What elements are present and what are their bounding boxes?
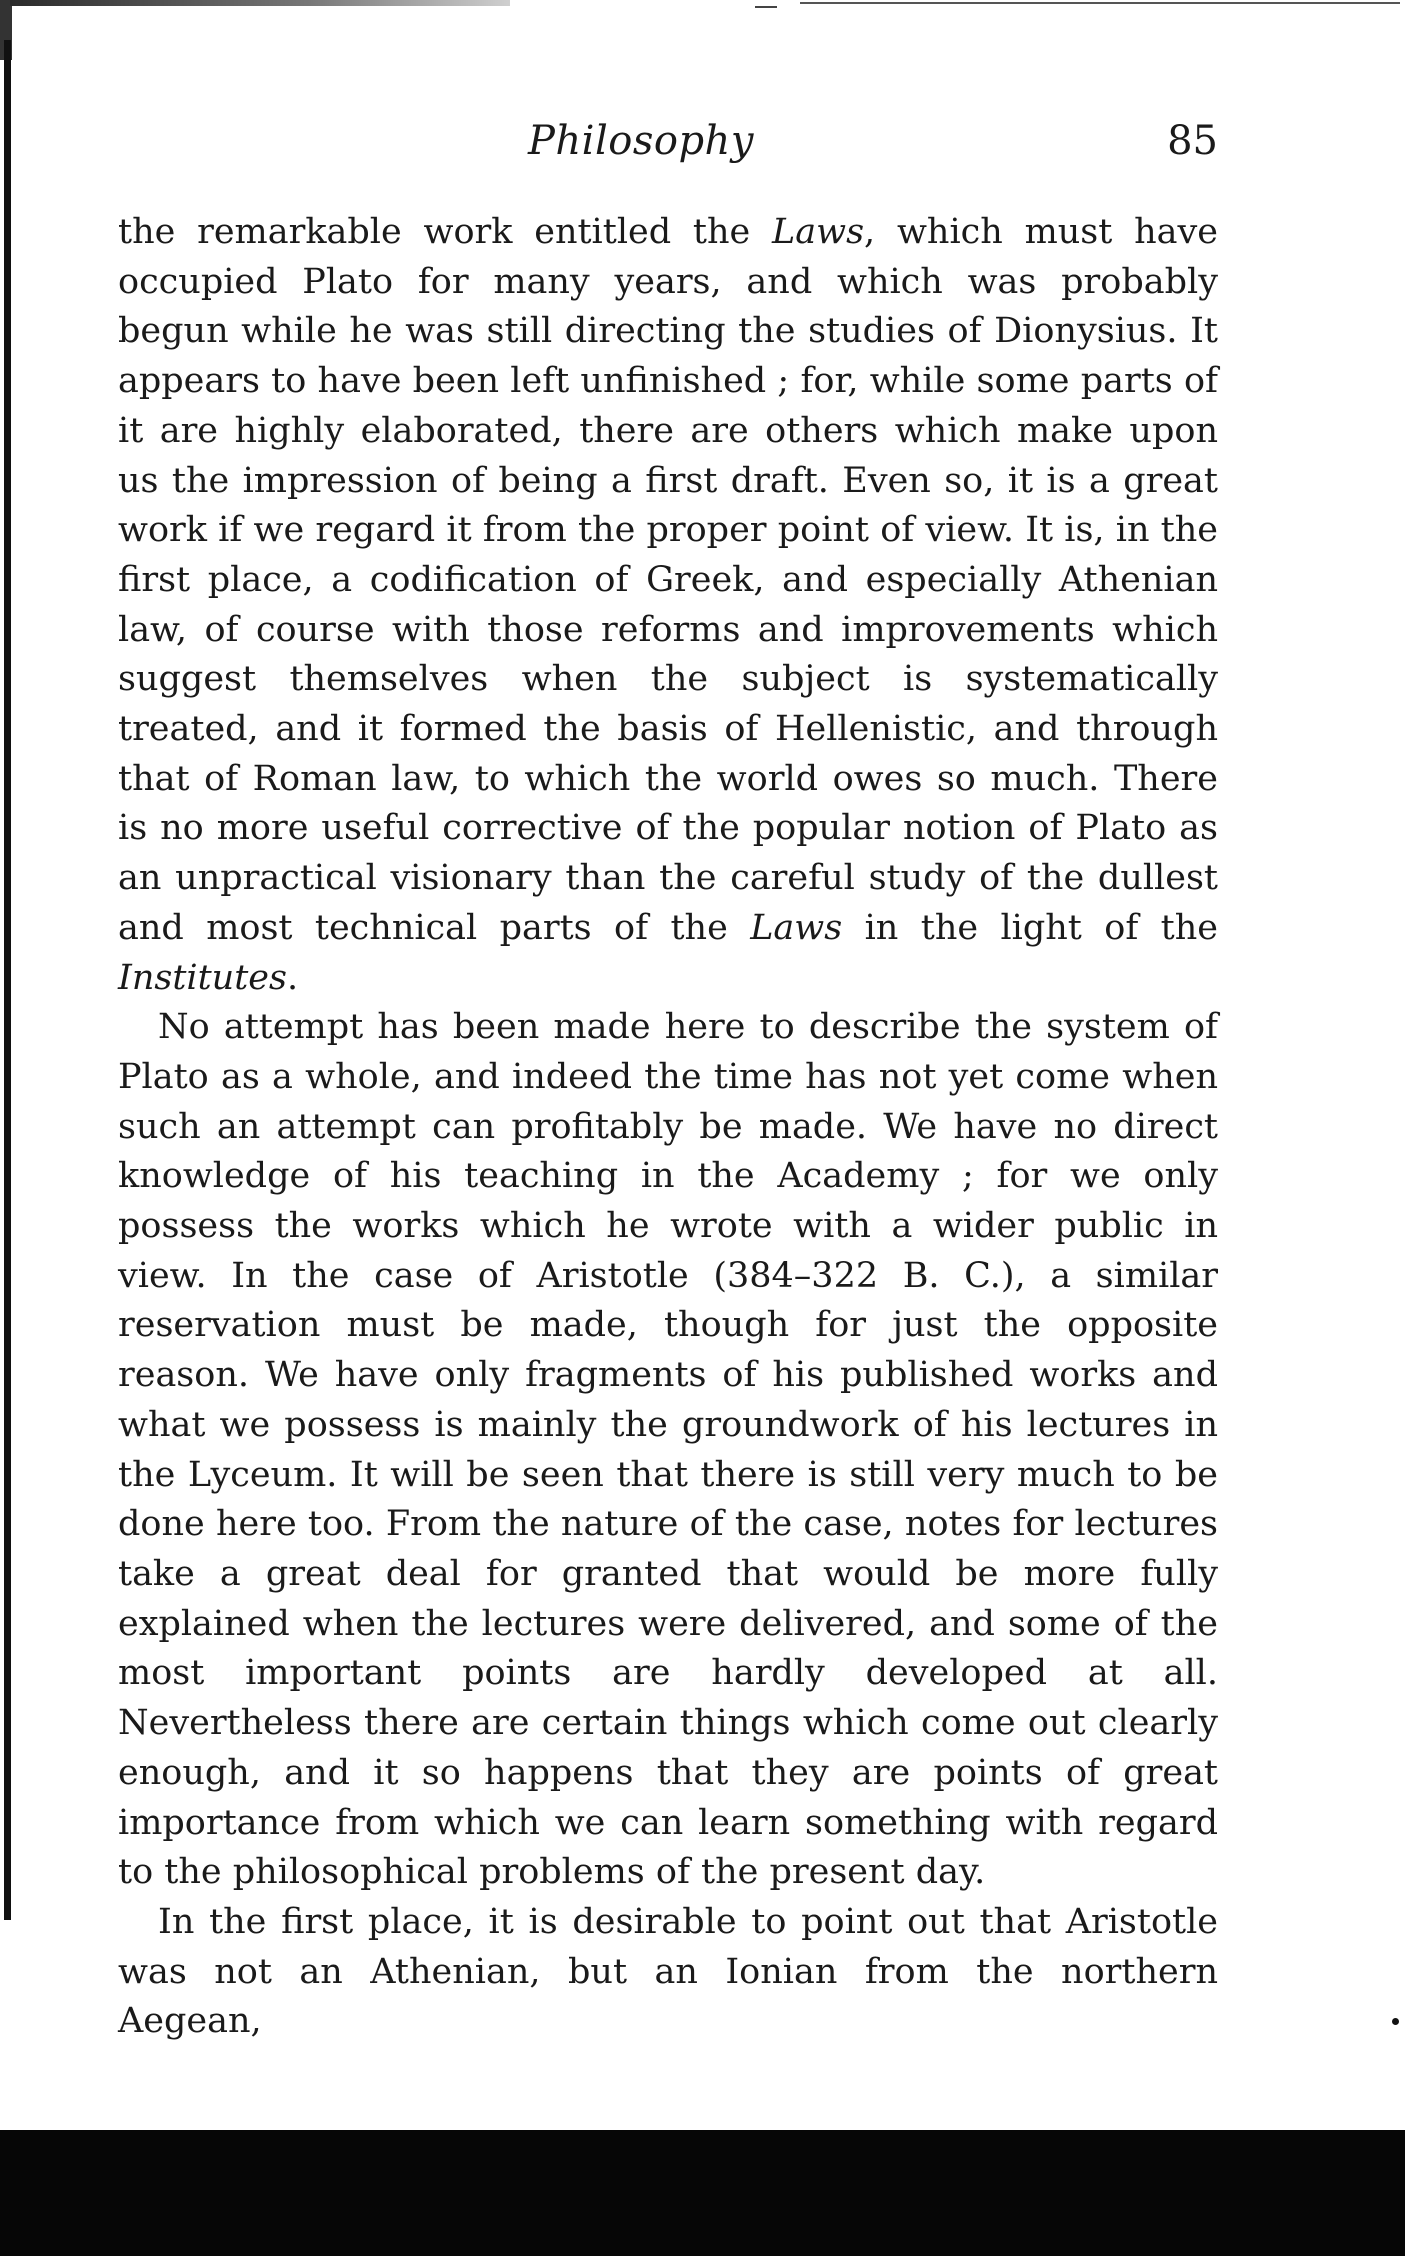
- paragraph-laws: [118, 208, 1218, 1003]
- scan-speck: [1392, 2018, 1399, 2025]
- scan-bottom-shadow: [0, 2130, 1405, 2256]
- page-header: [118, 118, 1218, 178]
- title-laws: Laws: [750, 907, 843, 948]
- body-text: [118, 208, 1218, 2047]
- running-head: Philosophy: [528, 118, 754, 164]
- text-run: in the light of the: [842, 907, 1219, 948]
- scan-top-edge-line: [800, 2, 1400, 4]
- scan-left-edge-shadow: [4, 40, 11, 1920]
- page-number: 85: [1167, 118, 1218, 164]
- text-run: the remarkable work entitled the: [118, 212, 773, 252]
- paragraph-ionian: In the first place, it is desirable to point out that Aristotle was not an Athenian, but an Ionian from the northern Aegean,: [118, 1901, 1218, 2042]
- scan-top-edge-shadow: [10, 0, 510, 6]
- paragraph-aristotle: No attempt has been made here to describe the system of Plato as a whole, and indeed the time has not yet come when such an attempt can profitably be made. We have no direct knowledge of his teaching in the Academy ; for we only possess the works which he wrote with a wider public in view. In the case of Aristotle (384–322 B. C.), a similar reservation must be made, though for just the opposite reason. We have only fragments of his published works and what we possess is mainly the groundwork of his lectures in the Lyceum. It will be seen that there is still very much to be done here too. From the nature of the case, notes for lectures take a great deal for granted that would be more fully explained when the lectures were delivered, and some of the most important points are hardly developed at all. Nevertheless there are certain things which come out clearly enough, and it so happens that they are points of great importance from which we can learn something with regard to the philosophical problems of the present day.: [118, 1007, 1218, 1893]
- title-laws: Laws: [772, 212, 865, 252]
- title-institutes: Institutes: [118, 957, 287, 998]
- text-run: .: [286, 957, 299, 998]
- text-run: , which must have occupied Plato for many years, and which was probably begun while he was still directing the studies of Dionysius. It appears to have been left unfinished ; for, while some parts of it are highly elaborated, there are others which make upon us the impression of being a first draft. Even so, it is a great work if we regard it from the proper point of view. It is, in the first place, a codification of Greek, and especially Athenian law, of course with those reforms and improvements which suggest themselves when the subject is systematically treated, and it formed the basis of Hellenistic, and through that of Roman law, to which the world owes so much. There is no more useful corrective of the popular notion of Plato as an unpractical visionary than the careful study of the dullest and most technical parts of the: [118, 212, 1218, 948]
- scan-top-mark: [755, 6, 777, 8]
